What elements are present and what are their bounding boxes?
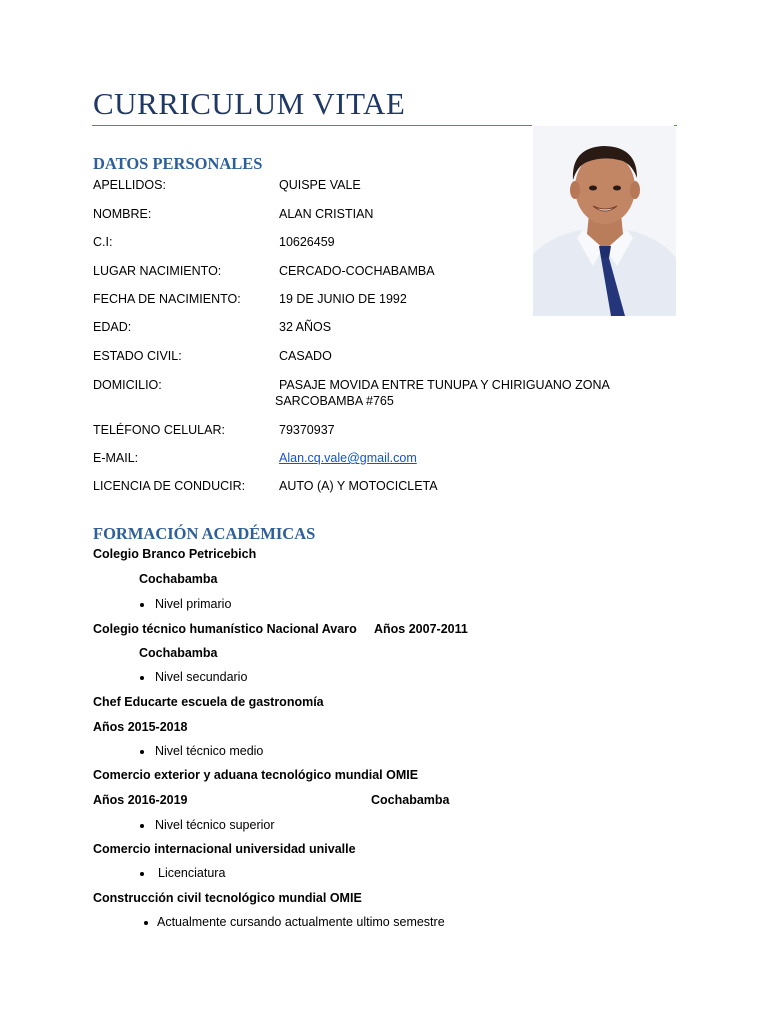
bullet-dot bbox=[140, 824, 144, 828]
field-value-licencia: AUTO (A) Y MOTOCICLETA bbox=[279, 479, 438, 493]
bullet-dot bbox=[140, 603, 144, 607]
edu-institution-2: Colegio técnico humanístico Nacional Avaro bbox=[93, 622, 357, 636]
field-value-domicilio: PASAJE MOVIDA ENTRE TUNUPA Y CHIRIGUANO ZONA bbox=[279, 378, 610, 392]
edu-level-6-text: Actualmente cursando actualmente ultimo semestre bbox=[157, 915, 445, 929]
field-label-email: E-MAIL: bbox=[93, 451, 139, 465]
field-value-nombre: ALAN CRISTIAN bbox=[279, 207, 374, 221]
field-value-edad: 32 AÑOS bbox=[279, 320, 332, 334]
edu-institution-3: Chef Educarte escuela de gastronomía bbox=[93, 695, 324, 709]
email-link[interactable]: Alan.cq.vale@gmail.com bbox=[279, 451, 417, 465]
field-label-estado-civil: ESTADO CIVIL: bbox=[93, 349, 182, 363]
edu-level-6 bbox=[157, 915, 445, 929]
edu-years-2: Años 2007-2011 bbox=[374, 622, 468, 636]
edu-years-3: Años 2015-2018 bbox=[93, 720, 188, 734]
bullet-dot bbox=[140, 750, 144, 754]
field-label-domicilio: DOMICILIO: bbox=[93, 378, 162, 392]
field-value-ci: 10626459 bbox=[279, 235, 335, 249]
section-heading-education: FORMACIÓN ACADÉMICAS bbox=[93, 524, 316, 543]
field-label-edad: EDAD: bbox=[93, 320, 132, 334]
edu-level-4 bbox=[155, 818, 275, 832]
edu-institution-5: Comercio internacional universidad univalle bbox=[93, 842, 356, 856]
edu-years-4: Años 2016-2019 bbox=[93, 793, 188, 807]
field-label-lugar-nacimiento: LUGAR NACIMIENTO: bbox=[93, 264, 222, 278]
field-label-fecha-nacimiento: FECHA DE NACIMIENTO: bbox=[93, 292, 241, 306]
edu-city-1: Cochabamba bbox=[139, 572, 218, 586]
field-value-estado-civil: CASADO bbox=[279, 349, 332, 363]
edu-level-1-text: Nivel primario bbox=[155, 597, 232, 611]
field-label-ci: C.I: bbox=[93, 235, 113, 249]
edu-city-4: Cochabamba bbox=[371, 793, 450, 807]
section-heading-personal: DATOS PERSONALES bbox=[93, 154, 263, 173]
edu-level-2 bbox=[155, 670, 247, 684]
edu-institution-4: Comercio exterior y aduana tecnológico mundial OMIE bbox=[93, 768, 419, 782]
bullet-dot bbox=[140, 676, 144, 680]
field-value-telefono: 79370937 bbox=[279, 423, 335, 437]
title-underline bbox=[92, 125, 532, 126]
field-label-apellidos: APELLIDOS: bbox=[93, 178, 166, 192]
field-label-licencia: LICENCIA DE CONDUCIR: bbox=[93, 479, 246, 493]
edu-institution-6: Construcción civil tecnológico mundial OMIE bbox=[93, 891, 362, 905]
edu-city-2: Cochabamba bbox=[139, 646, 218, 660]
field-value-apellidos: QUISPE VALE bbox=[279, 178, 361, 192]
bullet-dot bbox=[144, 921, 148, 925]
edu-level-2-text: Nivel secundario bbox=[155, 670, 248, 684]
bullet-dot bbox=[140, 872, 144, 876]
edu-level-5 bbox=[158, 866, 225, 880]
field-value-domicilio-line2: SARCOBAMBA #765 bbox=[275, 394, 394, 408]
field-value-lugar-nacimiento: CERCADO-COCHABAMBA bbox=[279, 264, 435, 278]
field-label-nombre: NOMBRE: bbox=[93, 207, 152, 221]
profile-photo bbox=[533, 126, 676, 316]
edu-level-3 bbox=[155, 744, 263, 758]
edu-level-1 bbox=[155, 597, 231, 611]
field-label-telefono: TELÉFONO CELULAR: bbox=[93, 423, 225, 437]
edu-level-3-text: Nivel técnico medio bbox=[155, 744, 264, 758]
edu-level-4-text: Nivel técnico superior bbox=[155, 818, 275, 832]
profile-photo-illustration bbox=[533, 126, 676, 316]
page-title: CURRICULUM VITAE bbox=[93, 86, 406, 121]
field-value-fecha-nacimiento: 19 DE JUNIO DE 1992 bbox=[279, 292, 407, 306]
edu-level-5-text: Licenciatura bbox=[158, 866, 226, 880]
edu-institution-1: Colegio Branco Petricebich bbox=[93, 547, 257, 561]
